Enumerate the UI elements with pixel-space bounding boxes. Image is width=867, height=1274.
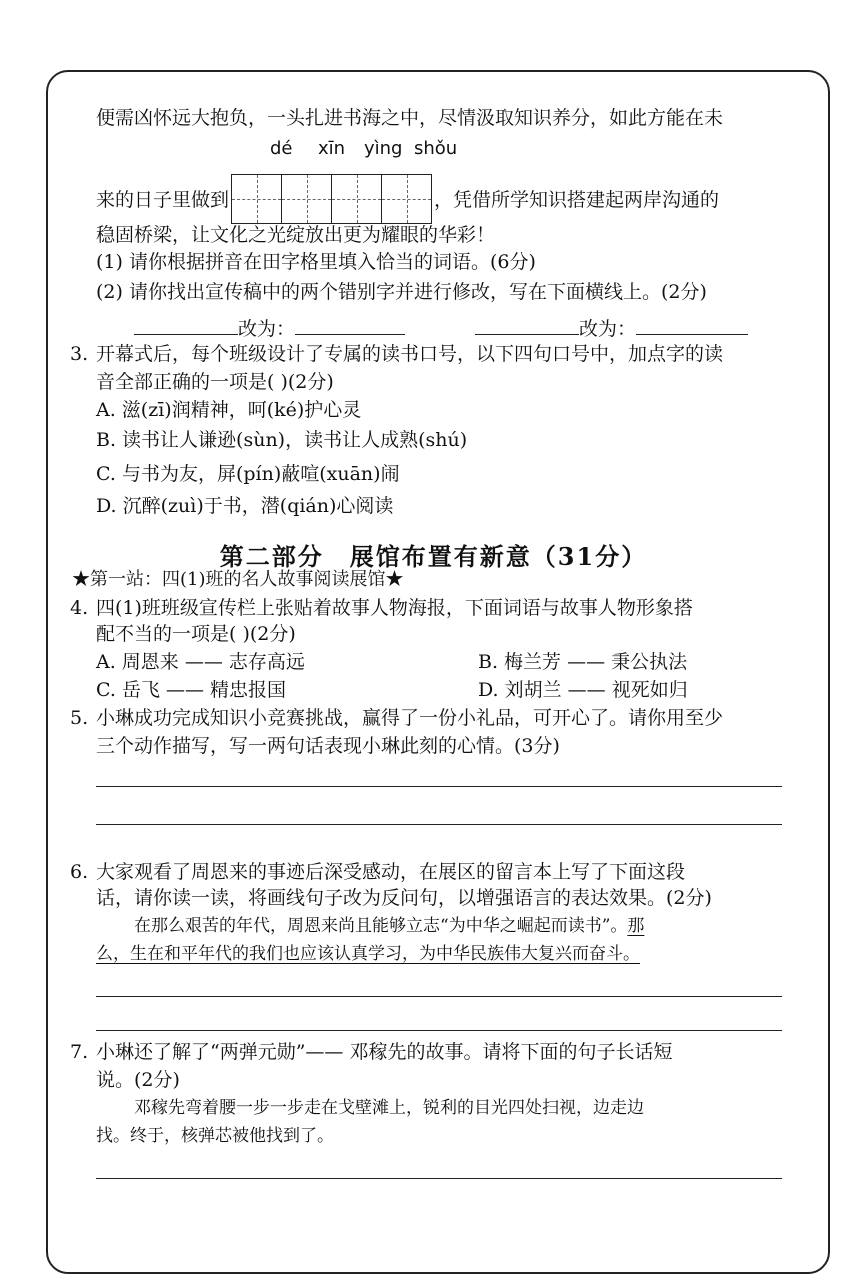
q6-number: 6. bbox=[70, 861, 89, 883]
q7-line-2: 说。(2分) bbox=[96, 1069, 180, 1091]
q4-option-b[interactable]: B. 梅兰芳 —— 秉公执法 bbox=[478, 651, 688, 673]
tianzige-grid[interactable] bbox=[231, 174, 432, 224]
q7-quote-line-2: 找。终于，核弹芯被他找到了。 bbox=[96, 1126, 334, 1146]
tianzige-cell[interactable] bbox=[232, 175, 282, 223]
q2-part1: (1) 请你根据拼音在田字格里填入恰当的词语。(6分) bbox=[96, 251, 536, 273]
q2-part2: (2) 请你找出宣传稿中的两个错别字并进行修改，写在下面横线上。(2分) bbox=[96, 281, 707, 303]
q5-answer-line-2[interactable] bbox=[96, 824, 782, 825]
q6-line-1: 大家观看了周恩来的事迹后深受感动，在展区的留言本上写了下面这段 bbox=[96, 861, 686, 883]
tianzige-cell[interactable] bbox=[282, 175, 332, 223]
q5-answer-line-1[interactable] bbox=[96, 786, 782, 787]
section-title: 第二部分 展馆布置有新意（31分） bbox=[219, 542, 648, 571]
q3-option-a[interactable]: A. 滋(zī)润精神，呵(ké)护心灵 bbox=[96, 399, 362, 421]
q6-quote-underlined-start: 那 bbox=[627, 916, 645, 936]
station-heading: ★第一站：四(1)班的名人故事阅读展馆★ bbox=[72, 569, 404, 590]
correct-char-blank-1[interactable] bbox=[295, 316, 405, 335]
q4-line-2: 配不当的一项是( )(2分) bbox=[96, 623, 296, 645]
pinyin-3: yìng bbox=[364, 138, 403, 159]
passage-line-3: 稳固桥梁，让文化之光绽放出更为耀眼的华彩！ bbox=[96, 224, 496, 246]
pinyin-1: dé bbox=[270, 138, 293, 159]
q4-option-a[interactable]: A. 周恩来 —— 志存高远 bbox=[96, 651, 305, 673]
q3-line-2: 音全部正确的一项是( )(2分) bbox=[96, 371, 334, 393]
q7-quote-line-1: 邓稼先弯着腰一步一步走在戈壁滩上，锐利的目光四处扫视，边走边 bbox=[134, 1098, 644, 1118]
pinyin-4: shǒu bbox=[414, 138, 458, 159]
q3-number: 3. bbox=[70, 343, 89, 365]
q6-quote-line-2: 么，生在和平年代的我们也应该认真学习，为中华民族伟大复兴而奋斗。 bbox=[96, 944, 640, 964]
change-label-1: 改为： bbox=[238, 318, 296, 340]
q4-option-d[interactable]: D. 刘胡兰 —— 视死如归 bbox=[478, 679, 688, 701]
q6-answer-line-2[interactable] bbox=[96, 1030, 782, 1031]
q5-number: 5. bbox=[70, 707, 89, 729]
passage-line-2-right: ，凭借所学知识搭建起两岸沟通的 bbox=[434, 189, 720, 211]
q3-line-1: 开幕式后，每个班级设计了专属的读书口号，以下四句口号中，加点字的读 bbox=[96, 343, 724, 365]
correction-row bbox=[134, 316, 748, 341]
q4-line-1: 四(1)班班级宣传栏上张贴着故事人物海报，下面词语与故事人物形象搭 bbox=[96, 597, 693, 619]
q5-line-1: 小琳成功完成知识小竞赛挑战，赢得了一份小礼品，可开心了。请你用至少 bbox=[96, 707, 724, 729]
q4-option-c[interactable]: C. 岳飞 —— 精忠报国 bbox=[96, 679, 287, 701]
q3-option-d[interactable]: D. 沉醉(zuì)于书，潜(qián)心阅读 bbox=[96, 495, 394, 517]
q5-line-2: 三个动作描写，写一两句话表现小琳此刻的心情。(3分) bbox=[96, 735, 560, 757]
passage-line-1: 便需凶怀远大抱负，一头扎进书海之中，尽情汲取知识养分，如此方能在未 bbox=[96, 107, 724, 129]
pinyin-2: xīn bbox=[318, 138, 346, 159]
passage-line-2-left: 来的日子里做到 bbox=[96, 189, 230, 211]
q7-number: 7. bbox=[70, 1041, 89, 1063]
q4-number: 4. bbox=[70, 597, 89, 619]
passage-line-2 bbox=[96, 176, 719, 226]
q7-answer-line[interactable] bbox=[96, 1178, 782, 1179]
q7-line-1: 小琳还了解了“两弹元勋”—— 邓稼先的故事。请将下面的句子长话短 bbox=[96, 1041, 673, 1063]
change-label-2: 改为： bbox=[579, 318, 637, 340]
q6-quote-line-1 bbox=[134, 914, 644, 938]
q3-option-b[interactable]: B. 读书让人谦逊(sùn)，读书让人成熟(shú) bbox=[96, 429, 468, 451]
q3-option-c[interactable]: C. 与书为友，屏(pín)蔽喧(xuān)闹 bbox=[96, 463, 400, 485]
tianzige-cell[interactable] bbox=[332, 175, 382, 223]
tianzige-cell[interactable] bbox=[382, 175, 431, 223]
wrong-char-blank-2[interactable] bbox=[475, 316, 579, 335]
q6-line-2: 话，请你读一读，将画线句子改为反问句，以增强语言的表达效果。(2分) bbox=[96, 887, 712, 909]
q6-answer-line-1[interactable] bbox=[96, 996, 782, 997]
wrong-char-blank-1[interactable] bbox=[134, 316, 238, 335]
correct-char-blank-2[interactable] bbox=[636, 316, 748, 335]
q6-quote-plain: 在那么艰苦的年代，周恩来尚且能够立志“为中华之崛起而读书”。 bbox=[134, 916, 628, 936]
